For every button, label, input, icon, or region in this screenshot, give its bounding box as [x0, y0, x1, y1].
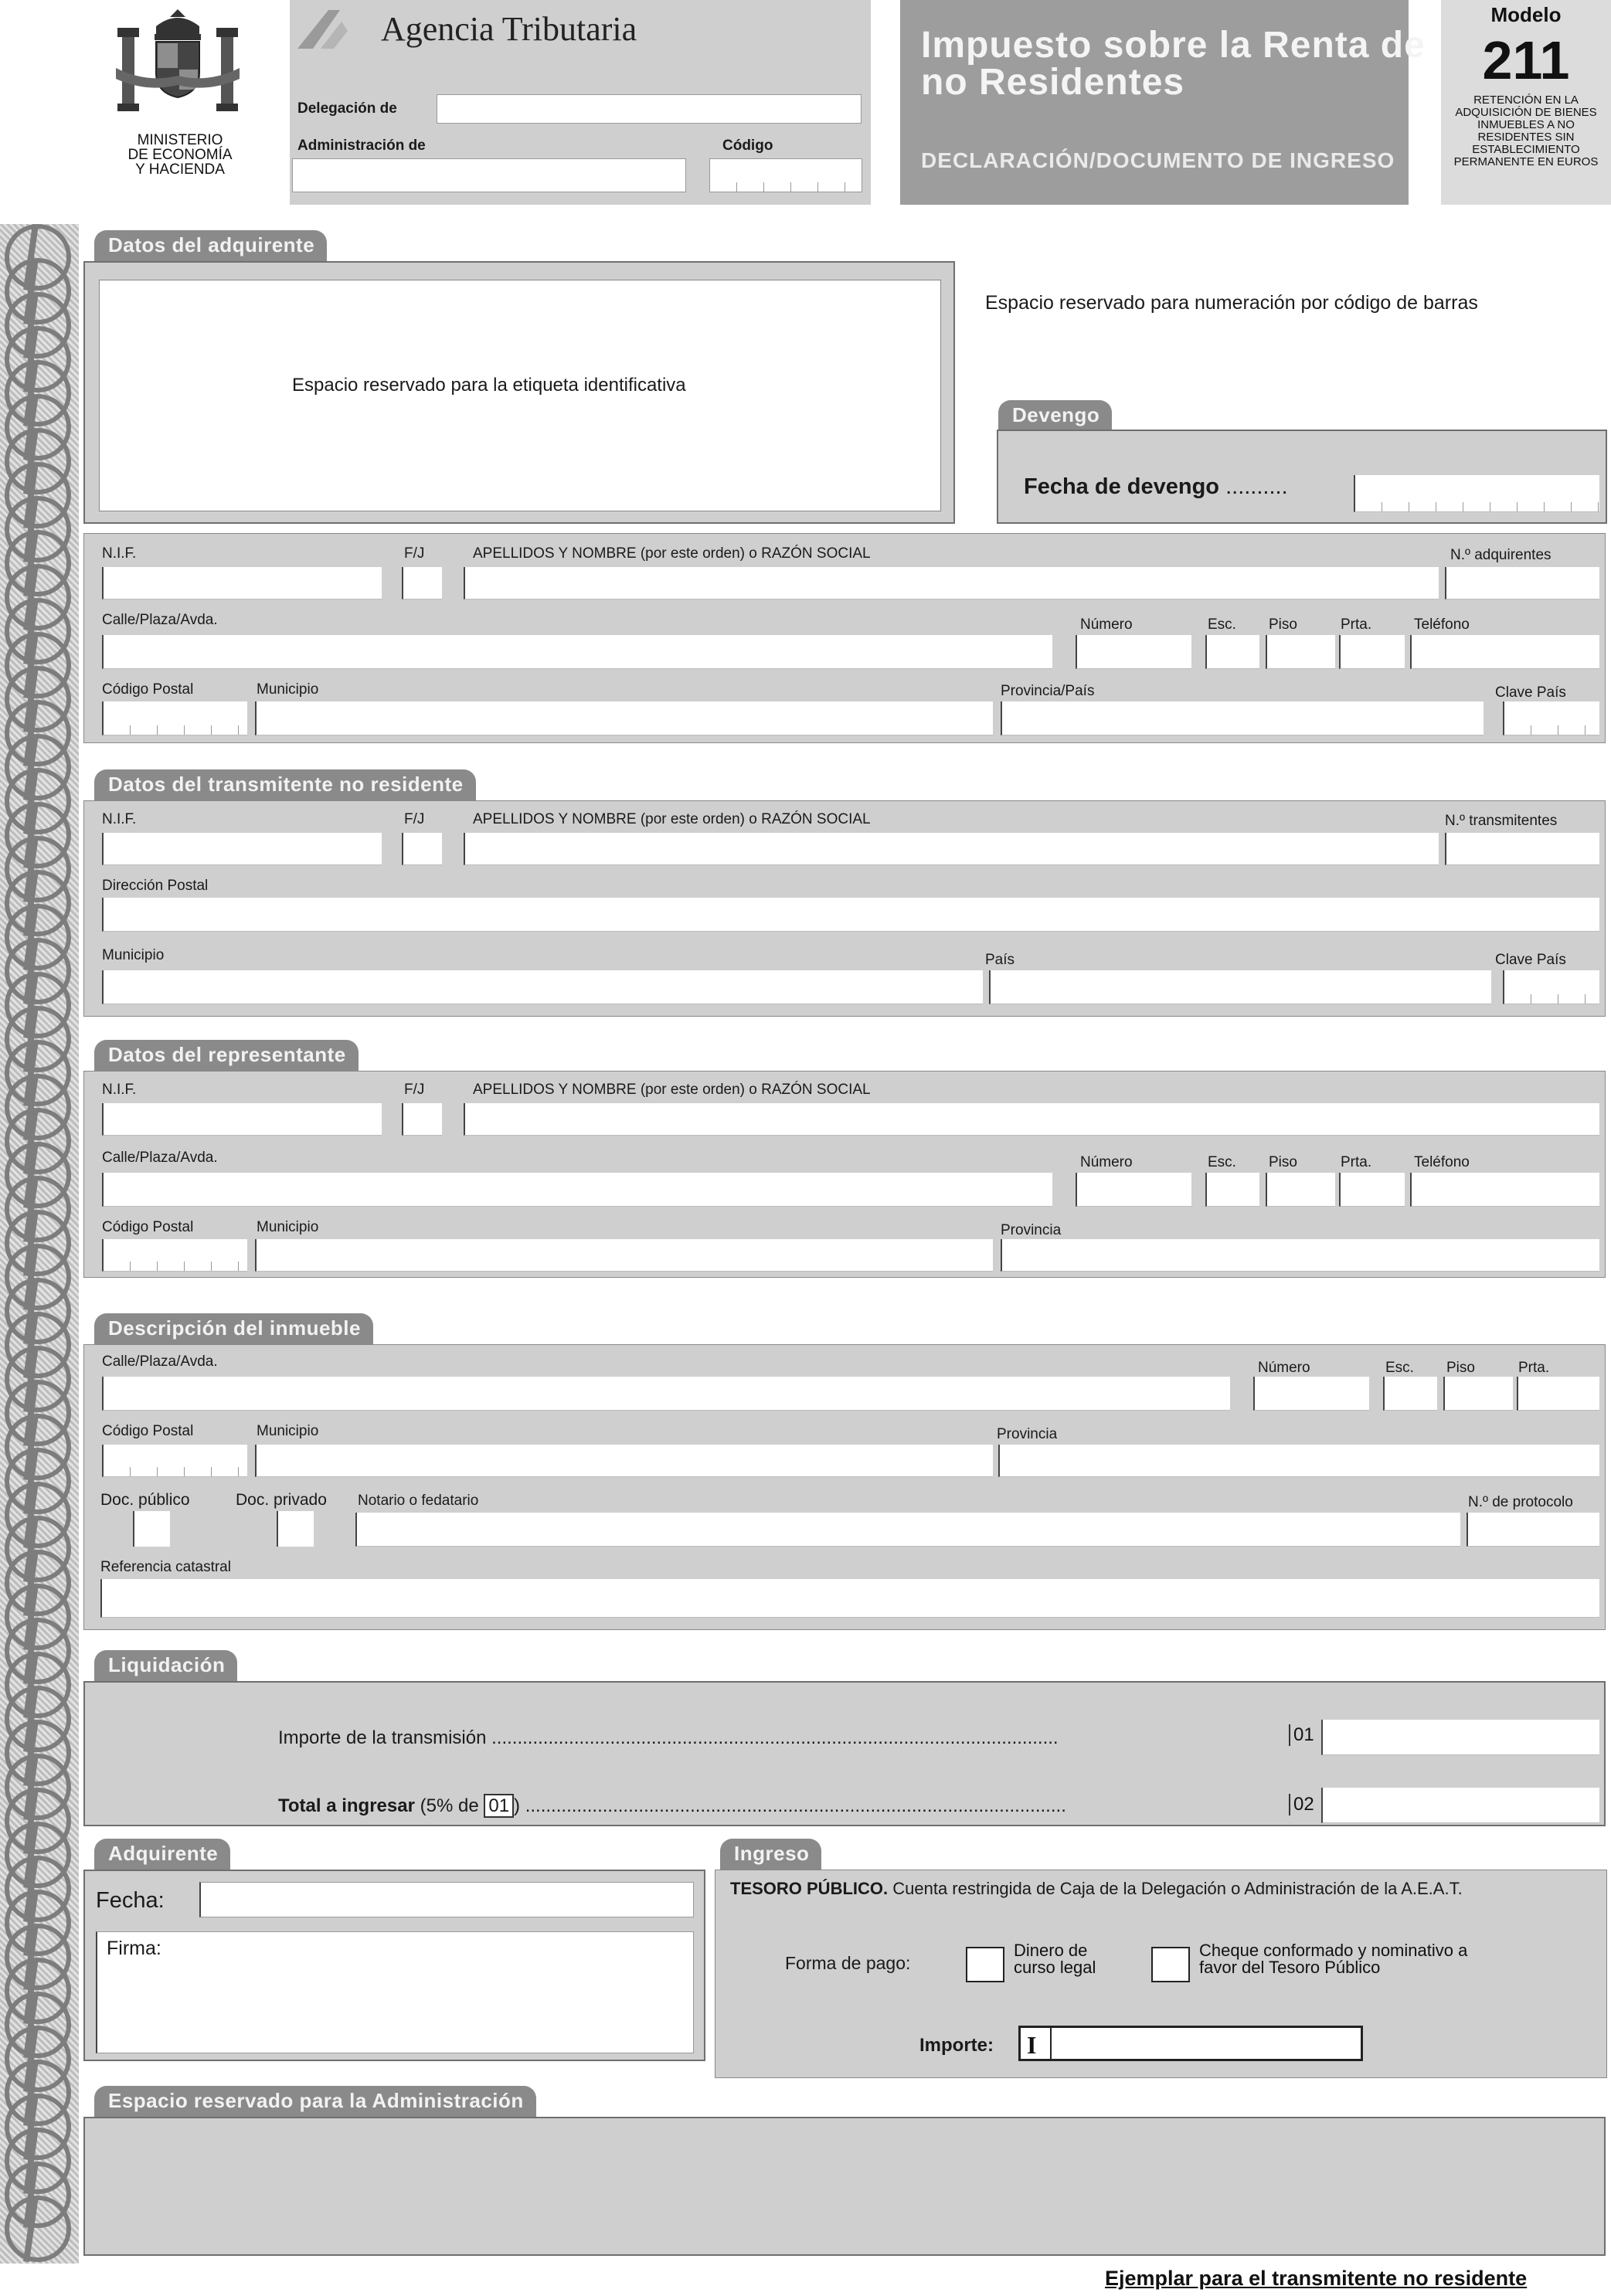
inm-calle-field[interactable] — [102, 1377, 1230, 1411]
importe-separator — [1050, 2028, 1052, 2059]
dinero-checkbox[interactable] — [966, 1947, 1004, 1982]
adq-fj-label: F/J — [404, 545, 425, 562]
tesoro-rest: Cuenta restringida de Caja de la Delegación o Administración de la A.E.A.T. — [892, 1879, 1463, 1898]
inm-num-protocolo-label: N.º de protocolo — [1468, 1494, 1573, 1510]
rep-piso-label: Piso — [1269, 1154, 1297, 1170]
tesoro-text — [730, 1879, 1463, 1899]
rep-numero-label: Número — [1080, 1154, 1133, 1170]
dinero-line-2: curso legal — [1014, 1958, 1096, 1977]
ingreso-importe-label: Importe: — [919, 2035, 994, 2056]
inm-provincia-field[interactable] — [998, 1445, 1599, 1477]
tra-direccion-label: Dirección Postal — [102, 878, 209, 894]
tra-fj-label: F/J — [404, 811, 425, 827]
administracion-panel[interactable] — [83, 2117, 1606, 2256]
adq-piso-label: Piso — [1269, 616, 1297, 633]
cheque-label — [1199, 1942, 1467, 1976]
tab-datos-representante: Datos del representante — [94, 1040, 359, 1071]
modelo-label: Modelo — [1490, 3, 1562, 26]
inm-prta-label: Prta. — [1518, 1360, 1550, 1376]
adq-calle-field[interactable] — [102, 635, 1052, 669]
rep-calle-label: Calle/Plaza/Avda. — [102, 1150, 218, 1166]
inm-cp-label: Código Postal — [102, 1423, 194, 1439]
rep-calle-field[interactable] — [102, 1173, 1052, 1207]
ministry-line-2: DE ECONOMÍA — [127, 147, 233, 163]
adq-clave-pais-field[interactable] — [1503, 701, 1599, 735]
rep-cp-field[interactable] — [102, 1239, 247, 1272]
inm-ref-catastral-label: Referencia catastral — [100, 1559, 231, 1575]
decorative-ring-icon — [5, 2196, 71, 2262]
adq-esc-label: Esc. — [1208, 616, 1236, 633]
footer-copy-label: Ejemplar para el transmitente no residente — [1105, 2267, 1528, 2290]
tra-municipio-field[interactable] — [102, 970, 983, 1004]
inm-municipio-field[interactable] — [255, 1445, 993, 1477]
tax-title-line-2: no Residentes — [921, 62, 1185, 103]
fecha-devengo-text: Fecha de devengo — [1024, 474, 1220, 499]
rep-piso-field[interactable] — [1266, 1173, 1335, 1207]
ministry-line-3: Y HACIENDA — [135, 161, 225, 178]
rep-nif-field[interactable] — [102, 1103, 382, 1136]
rep-esc-field[interactable] — [1205, 1173, 1259, 1207]
tra-clave-pais-label: Clave País — [1495, 952, 1566, 968]
forma-pago-label: Forma de pago: — [785, 1953, 911, 1973]
adq-nif-label: N.I.F. — [102, 545, 137, 562]
fecha-devengo-field[interactable] — [1354, 475, 1599, 512]
box-02-label: 02 — [1289, 1794, 1314, 1815]
dinero-line-1: Dinero de — [1014, 1941, 1088, 1960]
modelo-desc-line: ADQUISICIÓN DE BIENES — [1455, 106, 1597, 119]
inm-esc-label: Esc. — [1385, 1360, 1414, 1376]
total-ingresar-dots: ......................................................................................................... — [525, 1795, 1066, 1816]
tab-liquidacion: Liquidación — [94, 1650, 237, 1681]
firma-fecha-label: Fecha: — [96, 1888, 165, 1913]
adq-apellidos-field[interactable] — [464, 567, 1439, 599]
total-ingresar-field[interactable] — [1321, 1788, 1599, 1823]
adq-clave-pais-label: Clave País — [1495, 684, 1566, 701]
rep-prta-field[interactable] — [1339, 1173, 1405, 1207]
tra-nif-field[interactable] — [102, 833, 382, 865]
rep-fj-label: F/J — [404, 1082, 425, 1098]
firma-label: Firma: — [107, 1938, 161, 1959]
adq-piso-field[interactable] — [1266, 635, 1335, 669]
administracion-field[interactable] — [292, 158, 686, 192]
inm-numero-field[interactable] — [1253, 1377, 1369, 1411]
inm-esc-field[interactable] — [1383, 1377, 1437, 1411]
inm-num-protocolo-field[interactable] — [1467, 1513, 1599, 1547]
coat-of-arms-logo — [108, 5, 247, 132]
ministry-name — [107, 133, 253, 177]
importe-prefix: I — [1027, 2031, 1037, 2059]
tax-title — [921, 27, 1426, 101]
rep-esc-label: Esc. — [1208, 1154, 1236, 1170]
agency-name: Agencia Tributaria — [381, 10, 637, 48]
rep-cp-label: Código Postal — [102, 1219, 194, 1235]
codigo-field[interactable] — [709, 158, 862, 192]
tra-pais-field[interactable] — [989, 970, 1491, 1004]
tab-devengo: Devengo — [998, 400, 1112, 431]
tab-datos-transmitente: Datos del transmitente no residente — [94, 769, 476, 800]
tra-municipio-label: Municipio — [102, 947, 165, 963]
total-ref-box: 01 — [484, 1794, 514, 1818]
adq-telefono-field[interactable] — [1410, 635, 1599, 669]
tra-num-transmitentes-label: N.º transmitentes — [1445, 813, 1558, 829]
adq-esc-field[interactable] — [1205, 635, 1259, 669]
importe-transmision-dots: .............................................................................................................. — [491, 1727, 1059, 1748]
fecha-devengo-dots: .......... — [1225, 474, 1288, 499]
total-ingresar-text: Total a ingresar — [278, 1795, 415, 1816]
cheque-checkbox[interactable] — [1151, 1947, 1190, 1982]
rep-provincia-label: Provincia — [1001, 1222, 1062, 1238]
tax-subtitle: DECLARACIÓN/DOCUMENTO DE INGRESO — [921, 148, 1395, 172]
rep-provincia-field[interactable] — [1001, 1239, 1599, 1272]
modelo-desc-line: RETENCIÓN EN LA — [1473, 93, 1579, 107]
fecha-devengo-label — [1024, 474, 1288, 500]
decorative-side-strip — [0, 224, 79, 2264]
adq-prta-field[interactable] — [1339, 635, 1405, 669]
tra-nif-label: N.I.F. — [102, 811, 137, 827]
inm-ref-catastral-field[interactable] — [100, 1579, 1599, 1618]
rep-prta-label: Prta. — [1341, 1154, 1372, 1170]
rep-numero-field[interactable] — [1076, 1173, 1191, 1207]
inm-notario-label: Notario o fedatario — [358, 1493, 479, 1509]
adq-nif-field[interactable] — [102, 567, 382, 599]
modelo-desc-line: INMUEBLES A NO — [1477, 118, 1575, 131]
tab-espacio-administracion: Espacio reservado para la Administración — [94, 2086, 536, 2117]
tab-datos-adquirente: Datos del adquirente — [94, 230, 327, 261]
dinero-label — [1014, 1942, 1096, 1976]
firma-field[interactable] — [96, 1931, 694, 2053]
adq-num-adquirentes-field[interactable] — [1445, 567, 1599, 599]
rep-apellidos-label: APELLIDOS Y NOMBRE (por este orden) o RAZÓN SOCIAL — [473, 1082, 871, 1098]
delegacion-field[interactable] — [437, 94, 862, 124]
tra-apellidos-label: APELLIDOS Y NOMBRE (por este orden) o RAZÓN SOCIAL — [473, 811, 871, 827]
adq-numero-field[interactable] — [1076, 635, 1191, 669]
importe-transmision-label — [278, 1727, 1059, 1749]
importe-transmision-field[interactable] — [1321, 1720, 1599, 1755]
total-pct-text: (5% de — [420, 1795, 479, 1816]
tab-adquirente-firma: Adquirente — [94, 1839, 230, 1870]
adq-fj-field[interactable] — [402, 567, 442, 599]
adq-municipio-label: Municipio — [257, 681, 319, 698]
tra-clave-pais-field[interactable] — [1503, 970, 1599, 1004]
agency-logo-icon — [294, 6, 367, 53]
inm-calle-label: Calle/Plaza/Avda. — [102, 1353, 218, 1370]
inm-cp-field[interactable] — [102, 1445, 247, 1477]
tab-ingreso: Ingreso — [720, 1839, 821, 1870]
administracion-label: Administración de — [297, 138, 426, 154]
adq-numero-label: Número — [1080, 616, 1133, 633]
ingreso-importe-field[interactable] — [1018, 2026, 1363, 2061]
modelo-desc-line: RESIDENTES SIN — [1477, 131, 1575, 144]
rep-nif-label: N.I.F. — [102, 1082, 137, 1098]
importe-transmision-text: Importe de la transmisión — [278, 1727, 487, 1748]
inm-notario-field[interactable] — [355, 1513, 1460, 1547]
rep-fj-field[interactable] — [402, 1103, 442, 1136]
doc-publico-checkbox[interactable] — [133, 1511, 170, 1547]
rep-telefono-field[interactable] — [1410, 1173, 1599, 1207]
tra-apellidos-field[interactable] — [464, 833, 1439, 865]
tra-fj-field[interactable] — [402, 833, 442, 865]
modelo-desc-line: ESTABLECIMIENTO — [1472, 143, 1580, 156]
firma-fecha-field[interactable] — [199, 1882, 694, 1917]
rep-municipio-field[interactable] — [255, 1239, 993, 1272]
cheque-line-1: Cheque conformado y nominativo a — [1199, 1941, 1468, 1960]
adq-apellidos-label: APELLIDOS Y NOMBRE (por este orden) o RAZÓN SOCIAL — [473, 545, 871, 562]
cheque-line-2: favor del Tesoro Público — [1199, 1958, 1381, 1977]
total-close-paren: ) — [514, 1795, 521, 1816]
doc-privado-checkbox[interactable] — [277, 1511, 314, 1547]
modelo-number: 211 — [1482, 30, 1570, 90]
adq-cp-label: Código Postal — [102, 681, 194, 698]
label-space-text: Espacio reservado para la etiqueta identificativa — [292, 375, 686, 396]
inm-doc-publico-label: Doc. público — [100, 1491, 190, 1509]
inm-provincia-label: Provincia — [997, 1426, 1058, 1442]
total-ingresar-label — [278, 1795, 1066, 1817]
adq-calle-label: Calle/Plaza/Avda. — [102, 612, 218, 628]
delegacion-label: Delegación de — [297, 100, 397, 117]
inm-doc-privado-label: Doc. privado — [236, 1491, 327, 1509]
adq-num-adquirentes-label: N.º adquirentes — [1450, 547, 1552, 563]
modelo-desc-line: PERMANENTE EN EUROS — [1453, 155, 1599, 168]
barcode-space-text: Espacio reservado para numeración por código de barras — [985, 292, 1478, 314]
adq-provincia-pais-field[interactable] — [1001, 701, 1484, 735]
tra-direccion-field[interactable] — [102, 898, 1599, 932]
adq-municipio-field[interactable] — [255, 701, 993, 735]
adq-cp-field[interactable] — [102, 701, 247, 735]
adq-provincia-pais-label: Provincia/País — [1001, 683, 1095, 699]
tab-descripcion-inmueble: Descripción del inmueble — [94, 1313, 373, 1344]
rep-telefono-label: Teléfono — [1414, 1154, 1470, 1170]
tesoro-bold: TESORO PÚBLICO. — [730, 1879, 889, 1898]
adq-telefono-label: Teléfono — [1414, 616, 1470, 633]
inm-numero-label: Número — [1258, 1360, 1310, 1376]
rep-apellidos-field[interactable] — [464, 1103, 1599, 1136]
adq-prta-label: Prta. — [1341, 616, 1372, 633]
inm-prta-field[interactable] — [1517, 1377, 1599, 1411]
box-01-label: 01 — [1289, 1724, 1314, 1746]
inm-piso-label: Piso — [1446, 1360, 1475, 1376]
inm-piso-field[interactable] — [1443, 1377, 1513, 1411]
tra-num-transmitentes-field[interactable] — [1445, 833, 1599, 865]
tax-title-line-1: Impuesto sobre la Renta de — [921, 25, 1426, 66]
modelo-description — [1441, 94, 1611, 168]
codigo-label: Código — [722, 138, 773, 154]
tra-pais-label: País — [985, 952, 1015, 968]
ministry-line-1: MINISTERIO — [137, 132, 223, 148]
rep-municipio-label: Municipio — [257, 1219, 319, 1235]
inm-municipio-label: Municipio — [257, 1423, 319, 1439]
